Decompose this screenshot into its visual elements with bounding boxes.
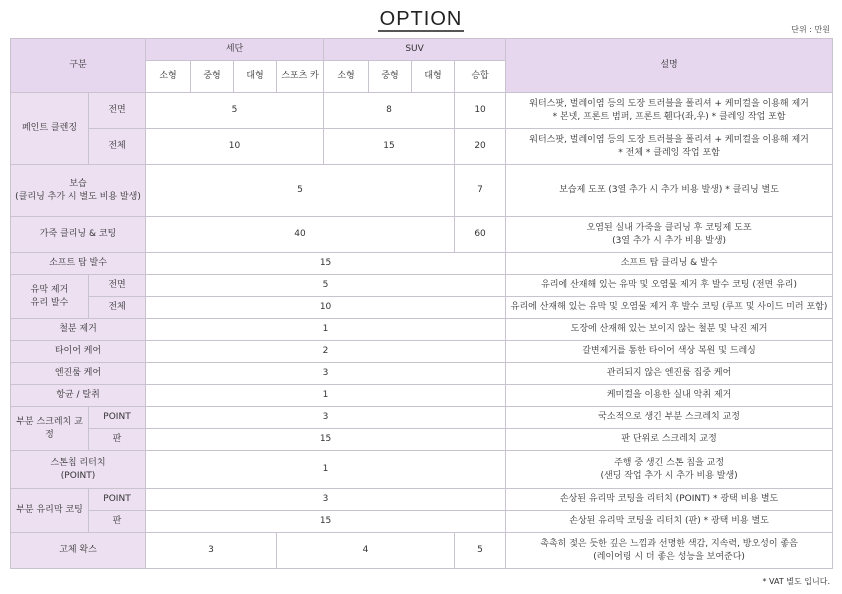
price-cell: 15 (146, 429, 506, 451)
row-label: 타이어 케어 (11, 341, 146, 363)
row-label: 철분 제거 (11, 319, 146, 341)
price-cell: 1 (146, 319, 506, 341)
price-cell: 5 (455, 533, 506, 569)
row-label: 항균 / 탈취 (11, 385, 146, 407)
price-cell: 60 (455, 217, 506, 253)
description-cell: 촉촉히 젖은 듯한 깊은 느낌과 선명한 색감, 지속력, 방오성이 좋음 (레이어링 시 더 좋은 성능을 보여준다) (506, 533, 833, 569)
price-cell: 3 (146, 489, 506, 511)
sub-label: 전체 (89, 129, 146, 165)
description-cell: 케미컬을 이용한 실내 악취 제거 (506, 385, 833, 407)
row-label: 부분 스크레치 교정 (11, 407, 89, 451)
table-row (11, 297, 833, 319)
size-header: 스포츠 카 (277, 61, 324, 93)
table-row (11, 533, 833, 569)
price-cell: 5 (146, 93, 324, 129)
price-cell: 5 (146, 275, 506, 297)
table-row (11, 511, 833, 533)
description-cell: 손상된 유리막 코팅을 리터치 (판) * 광택 비용 별도 (506, 511, 833, 533)
description-cell: 유리에 산재해 있는 유막 및 오염물 제거 후 발수 코팅 (루프 및 사이드 미러 포함) (506, 297, 833, 319)
row-label: 유막 제거 유리 발수 (11, 275, 89, 319)
row-label: 스톤칩 리터치 (POINT) (11, 451, 146, 489)
table-row (11, 489, 833, 511)
description-cell: 갈변제거를 통한 타이어 색상 복원 및 드레싱 (506, 341, 833, 363)
table-row (11, 319, 833, 341)
size-header: 중형 (191, 61, 234, 93)
price-cell: 3 (146, 407, 506, 429)
price-cell: 7 (455, 165, 506, 217)
table-row (11, 217, 833, 253)
description-cell: 국소적으로 생긴 부분 스크레치 교정 (506, 407, 833, 429)
description-cell: 오염된 실내 가죽을 클리닝 후 코팅제 도포 (3열 추가 시 추가 비용 발생) (506, 217, 833, 253)
table-row (11, 129, 833, 165)
option-price-table (10, 38, 833, 569)
description-cell: 판 단위로 스크레치 교정 (506, 429, 833, 451)
table-row (11, 275, 833, 297)
price-cell: 15 (146, 511, 506, 533)
table-row (11, 165, 833, 217)
header-description: 설명 (506, 39, 833, 93)
description-cell: 주행 중 생긴 스톤 칩을 교정 (샌딩 작업 추가 시 추가 비용 발생) (506, 451, 833, 489)
price-cell: 10 (146, 129, 324, 165)
price-cell: 15 (146, 253, 506, 275)
table-row (11, 407, 833, 429)
row-label: 가죽 클리닝 & 코팅 (11, 217, 146, 253)
row-label: 페인트 클렌징 (11, 93, 89, 165)
price-cell: 5 (146, 165, 455, 217)
table-row (11, 451, 833, 489)
price-cell: 8 (324, 93, 455, 129)
price-cell: 10 (455, 93, 506, 129)
price-cell: 2 (146, 341, 506, 363)
price-cell: 3 (146, 533, 277, 569)
sub-label: 전면 (89, 93, 146, 129)
row-label: 부분 유리막 코팅 (11, 489, 89, 533)
sub-label: 판 (89, 429, 146, 451)
header-sedan: 세단 (146, 39, 324, 61)
description-cell: 보습제 도포 (3열 추가 시 추가 비용 발생) * 클리닝 별도 (506, 165, 833, 217)
price-cell: 15 (324, 129, 455, 165)
price-cell: 40 (146, 217, 455, 253)
price-cell: 20 (455, 129, 506, 165)
sub-label: 판 (89, 511, 146, 533)
size-header: 대형 (234, 61, 277, 93)
description-cell: 도장에 산재해 있는 보이지 않는 철분 및 낙진 제거 (506, 319, 833, 341)
price-cell: 1 (146, 451, 506, 489)
header-suv: SUV (324, 39, 506, 61)
sub-label: POINT (89, 489, 146, 511)
table-row (11, 341, 833, 363)
price-cell: 1 (146, 385, 506, 407)
unit-label: 단위 : 만원 (791, 25, 830, 34)
row-label: 소프트 탑 발수 (11, 253, 146, 275)
table-row (11, 429, 833, 451)
header-category: 구분 (11, 39, 146, 93)
row-label: 보습 (클리닝 추가 시 별도 비용 발생) (11, 165, 146, 217)
size-header: 중형 (369, 61, 412, 93)
size-header: 소형 (324, 61, 369, 93)
table-row (11, 93, 833, 129)
description-cell: 워터스팟, 벌레이염 등의 도장 트러블을 폴리셔 + 케미컬을 이용해 제거 * 전체 * 클레잉 작업 포함 (506, 129, 833, 165)
sub-label: 전면 (89, 275, 146, 297)
sub-label: 전체 (89, 297, 146, 319)
size-header: 대형 (412, 61, 455, 93)
table-row (11, 385, 833, 407)
size-header: 소형 (146, 61, 191, 93)
description-cell: 손상된 유리막 코팅을 리터치 (POINT) * 광택 비용 별도 (506, 489, 833, 511)
vat-footnote: * VAT 별도 입니다. (762, 577, 830, 586)
price-cell: 10 (146, 297, 506, 319)
row-label: 고체 왁스 (11, 533, 146, 569)
page-title: OPTION (379, 8, 463, 30)
size-header: 승합 (455, 61, 506, 93)
description-cell: 유리에 산재해 있는 유막 및 오염물 제거 후 발수 코팅 (전면 유리) (506, 275, 833, 297)
row-label: 엔진룸 케어 (11, 363, 146, 385)
price-cell: 4 (277, 533, 455, 569)
table-row (11, 253, 833, 275)
description-cell: 워터스팟, 벌레이염 등의 도장 트러블을 폴리셔 + 케미컬을 이용해 제거 * 본넷, 프론트 범퍼, 프론트 휀다(좌,우) * 클레잉 작업 포함 (506, 93, 833, 129)
table-row (11, 363, 833, 385)
price-cell: 3 (146, 363, 506, 385)
description-cell: 관리되지 않은 엔진룸 집중 케어 (506, 363, 833, 385)
sub-label: POINT (89, 407, 146, 429)
description-cell: 소프트 탑 클리닝 & 발수 (506, 253, 833, 275)
